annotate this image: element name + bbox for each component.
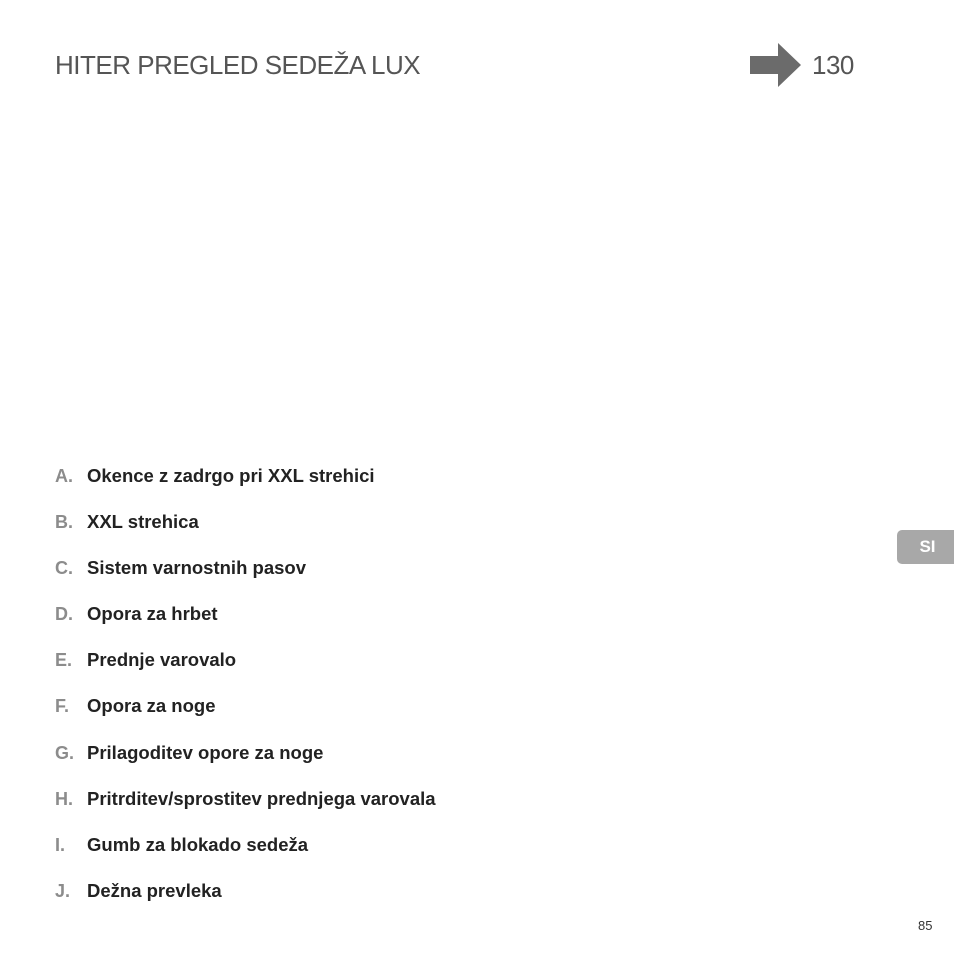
part-letter: F. [55, 696, 70, 717]
part-letter: H. [55, 788, 73, 809]
part-letter: E. [55, 650, 73, 671]
part-label: Opora za hrbet [87, 603, 218, 625]
reference-page-number: 130 [812, 50, 854, 80]
list-item [55, 693, 436, 739]
part-label: XXL strehica [87, 511, 199, 533]
part-label: Gumb za blokado sedeža [87, 833, 309, 855]
part-label: Sistem varnostnih pasov [87, 557, 306, 579]
language-tab: SI [897, 530, 954, 564]
part-letter: G. [55, 742, 75, 763]
part-letter: J. [55, 880, 71, 901]
list-item [55, 647, 436, 693]
part-letter: I. [55, 834, 66, 855]
list-item [55, 463, 436, 509]
list-item [55, 555, 436, 601]
part-letter: C. [55, 558, 73, 579]
page-title: HITER PREGLED SEDEŽA LUX [55, 50, 421, 80]
page-number: 85 [918, 918, 933, 933]
list-item [55, 786, 436, 832]
list-item [55, 601, 436, 647]
part-letter: D. [55, 604, 73, 625]
part-letter: B. [55, 512, 73, 533]
parts-list [55, 463, 436, 924]
list-item [55, 832, 436, 878]
right-arrow-icon [748, 42, 802, 88]
part-letter: A. [55, 466, 73, 486]
part-label: Prednje varovalo [87, 649, 237, 671]
part-label: Pritrditev/sprostitev prednjega varovala [87, 787, 436, 809]
list-item [55, 878, 436, 924]
part-label: Opora za noge [87, 695, 216, 717]
part-label: Dežna prevleka [87, 879, 222, 901]
list-item [55, 740, 436, 786]
part-label: Prilagoditev opore za noge [87, 741, 324, 763]
part-label: Okence z zadrgo pri XXL strehici [87, 465, 375, 486]
list-item [55, 509, 436, 555]
